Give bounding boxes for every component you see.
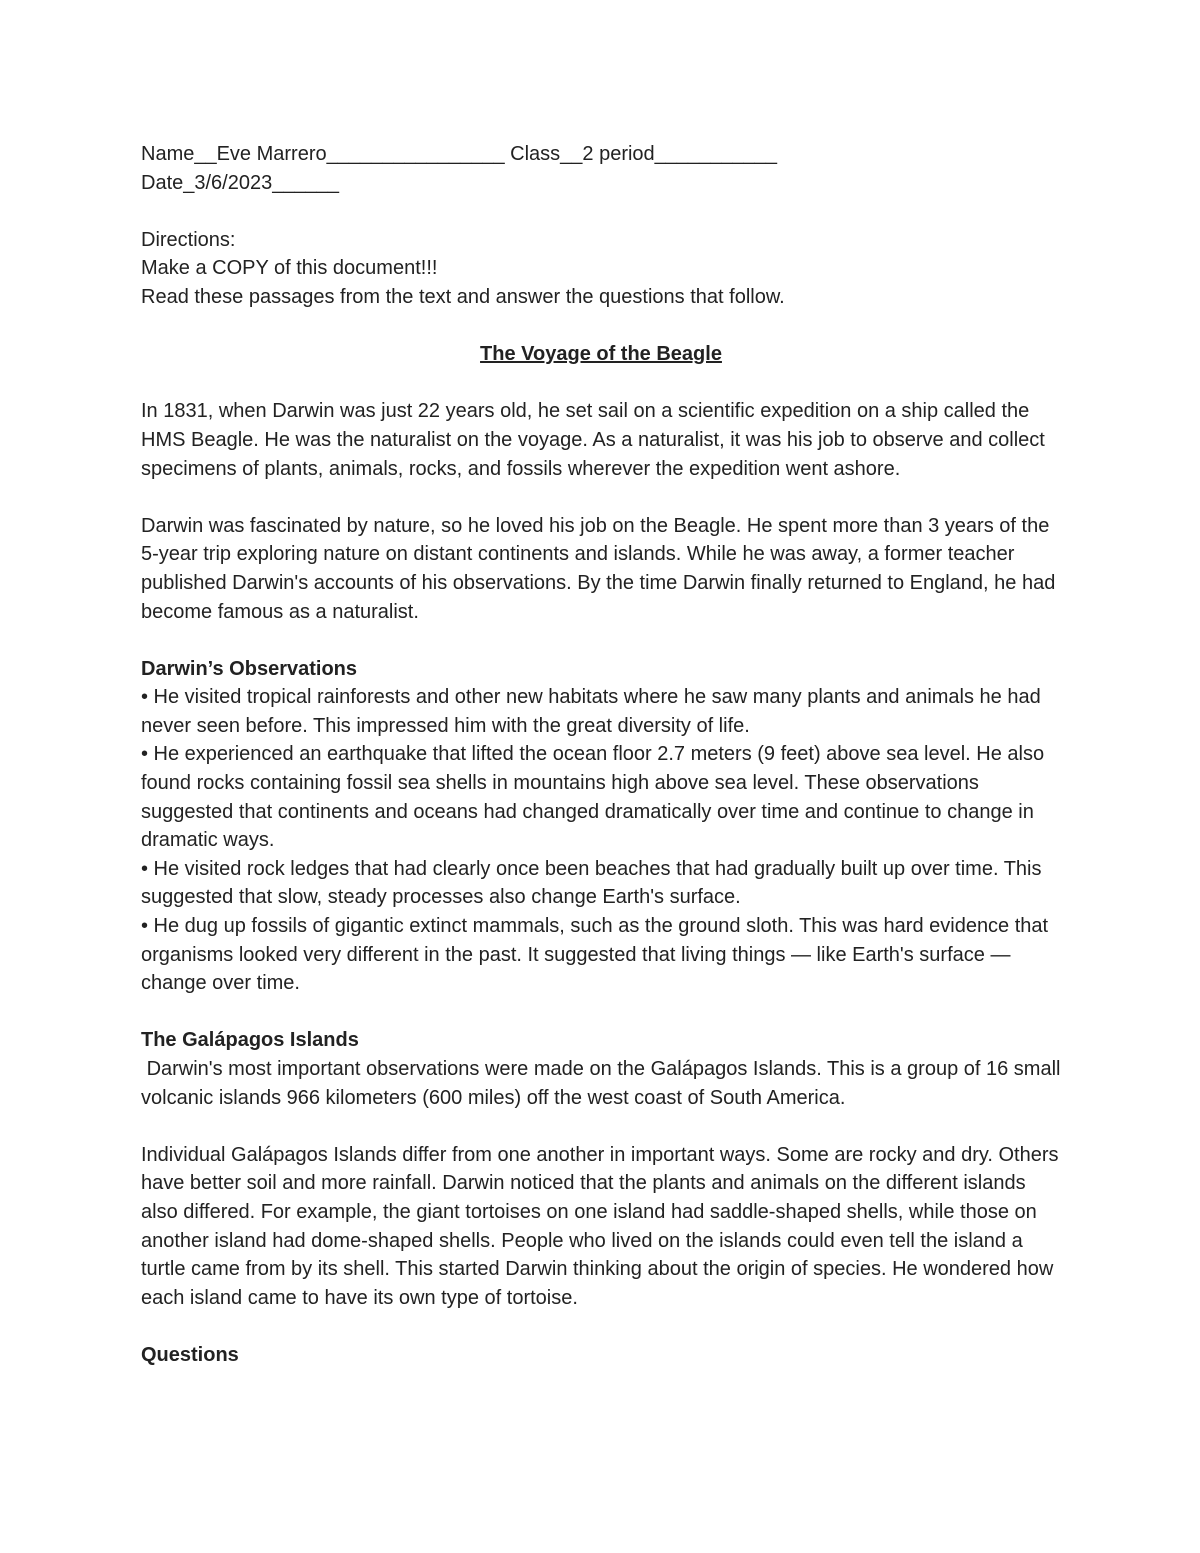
date-line: Date_3/6/2023______ xyxy=(141,171,339,194)
observation-bullet-2: • He experienced an earthquake that lifted the ocean floor 2.7 meters (9 feet) above sea level. He also found rocks containing fossil sea shells in mountains high above sea level. These observations suggested that continents and oceans had changed dramatically over time and continue to change in dramatic ways. xyxy=(141,743,1045,852)
intro-paragraph-2: Darwin was fascinated by nature, so he loved his job on the Beagle. He spent more than 3 years of the 5-year trip exploring nature on distant continents and islands. While he was away, a former teacher published Darwin's accounts of his observations. By the time Darwin finally returned to England, he had become famous as a naturalist. xyxy=(141,514,1056,623)
directions-line-1: Make a COPY of this document!!! xyxy=(141,257,438,280)
document-page xyxy=(141,140,1067,1370)
galapagos-heading: The Galápagos Islands xyxy=(141,1029,359,1052)
observation-bullet-1: • He visited tropical rainforests and other new habitats where he saw many plants and animals he had never seen before. This impressed him with the great diversity of life. xyxy=(141,686,1041,737)
intro-paragraph-1: In 1831, when Darwin was just 22 years old, he set sail on a scientific expedition on a ship called the HMS Beagle. He was the naturalist on the voyage. As a naturalist, it was his job to observe and collect specimens of plants, animals, rocks, and fossils wherever the expedition went ashore. xyxy=(141,400,1045,480)
directions-line-2: Read these passages from the text and answer the questions that follow. xyxy=(141,285,785,308)
questions-heading: Questions xyxy=(141,1343,239,1366)
document-title: The Voyage of the Beagle xyxy=(480,343,722,366)
name-class-line: Name__Eve Marrero________________ Class__2 period___________ xyxy=(141,143,778,165)
observation-bullet-3: • He visited rock ledges that had clearly once been beaches that had gradually built up over time. This suggested that slow, steady processes also change Earth's surface. xyxy=(141,857,1042,909)
galapagos-paragraph-2: Individual Galápagos Islands differ from one another in important ways. Some are rocky and dry. Others have better soil and more rainfall. Darwin noticed that the plants and animals on the different islands also differed. For example, the giant tortoises on one island had saddle-shaped shells, while those on another island had dome-shaped shells. People who lived on the islands could even tell the island a turtle came from by its shell. This started Darwin thinking about the origin of species. He wondered how each island came to have its own type of tortoise. xyxy=(141,1143,1059,1309)
observations-heading: Darwin’s Observations xyxy=(141,657,357,680)
directions-label: Directions: xyxy=(141,228,236,251)
observation-bullet-4: • He dug up fossils of gigantic extinct mammals, such as the ground sloth. This was hard evidence that organisms looked very different in the past. It suggested that living things — like Earth's surface — change over time. xyxy=(141,915,1049,995)
galapagos-paragraph-1: Darwin's most important observations were made on the Galápagos Islands. This is a group of 16 small volcanic islands 966 kilometers (600 miles) off the west coast of South America. xyxy=(141,1058,1067,1109)
